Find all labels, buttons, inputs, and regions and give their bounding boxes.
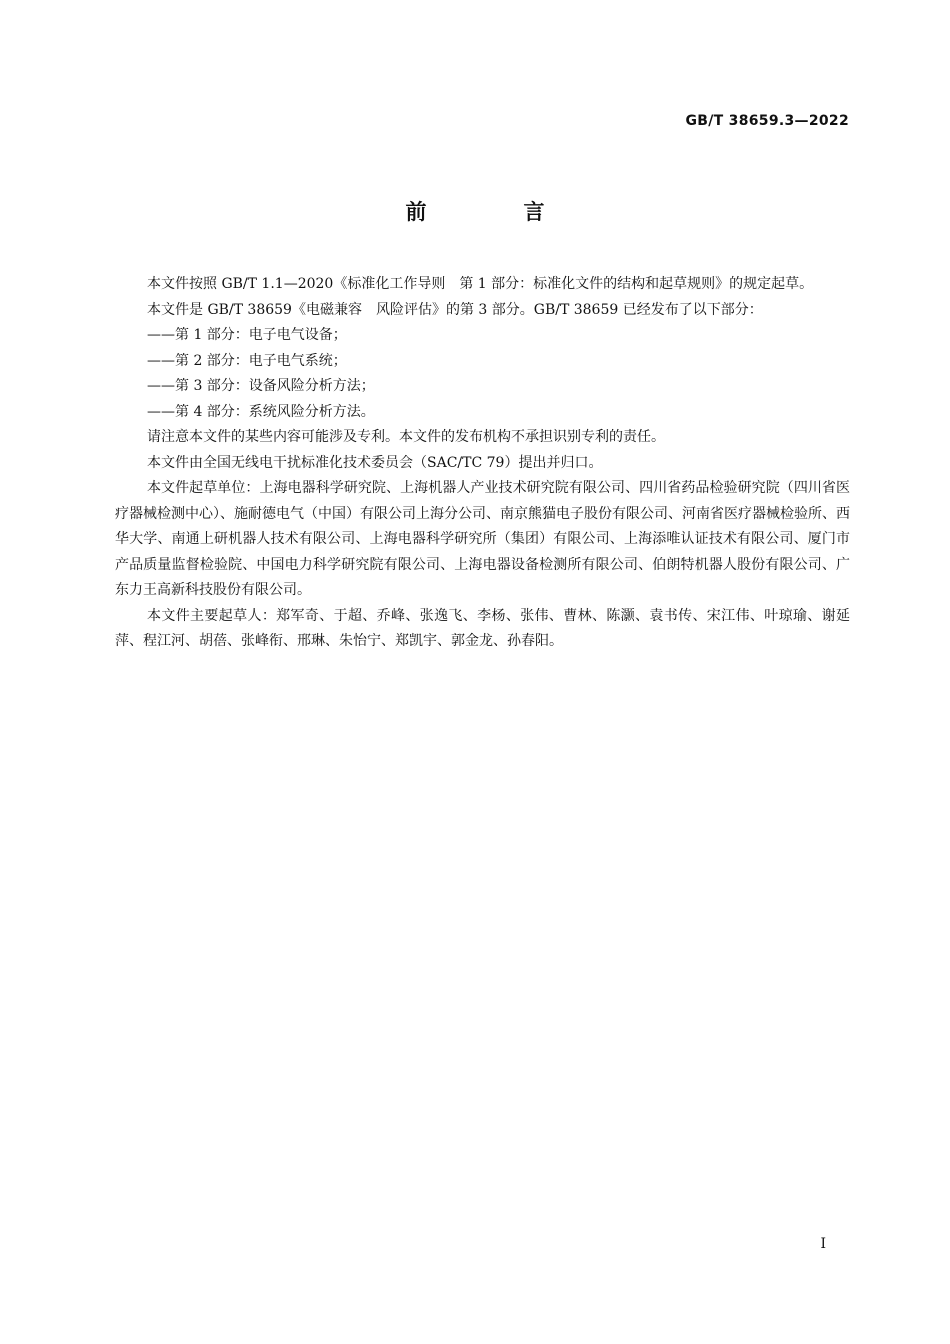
part-list-item: ——第 1 部分：电子电气设备； [147, 327, 347, 343]
drafters-paragraph: 本文件主要起草人：郑军奇、于超、乔峰、张逸飞、李杨、张伟、曹林、陈灏、袁书传、宋江伟、叶琼瑜、谢延萍、程江河、胡蓓、张峰衔、邢琳、朱怡宁、郑凯宇、郭金龙、孙春阳。 [115, 607, 850, 649]
part-list-item: ——第 2 部分：电子电气系统； [147, 352, 347, 369]
committee-paragraph: 本文件由全国无线电干扰标准化技术委员会（SAC/TC 79）提出并归口。 [147, 454, 603, 471]
series-parts-paragraph: 本文件是 GB/T 38659《电磁兼容 风险评估》的第 3 部分。GB/T 38659 已经发布了以下部分： [147, 301, 763, 318]
part-list-item: ——第 3 部分：设备风险分析方法； [147, 378, 375, 394]
page-number: I [820, 1236, 826, 1252]
standard-code: GB/T 38659.3—2022 [685, 113, 849, 129]
drafting-rules-paragraph: 本文件按照 GB/T 1.1—2020《标准化工作导则 第 1 部分：标准化文件的结构和起草规则》的规定起草。 [147, 276, 814, 292]
patent-notice-paragraph: 请注意本文件的某些内容可能涉及专利。本文件的发布机构不承担识别专利的责任。 [147, 429, 665, 445]
page-title: 前 言 [405, 200, 583, 224]
foreword-body [115, 272, 850, 655]
drafting-units-paragraph: 本文件起草单位：上海电器科学研究院、上海机器人产业技术研究院有限公司、四川省药品检验研究院（四川省医疗器械检测中心）、施耐德电气（中国）有限公司上海分公司、南京熊猫电子股份有限公司、河南省医疗器械检验所、西华大学、南通上研机器人技术有限公司、上海电器科学研究所（集团）有限公司、上海添唯认证技术有限公司、厦门市产品质量监督检验院、中国电力科学研究院有限公司、上海电器设备检测所有限公司、伯朗特机器人股份有限公司、广东力王高新科技股份有限公司。 [115, 480, 850, 598]
part-list-item: ——第 4 部分：系统风险分析方法。 [147, 403, 375, 420]
